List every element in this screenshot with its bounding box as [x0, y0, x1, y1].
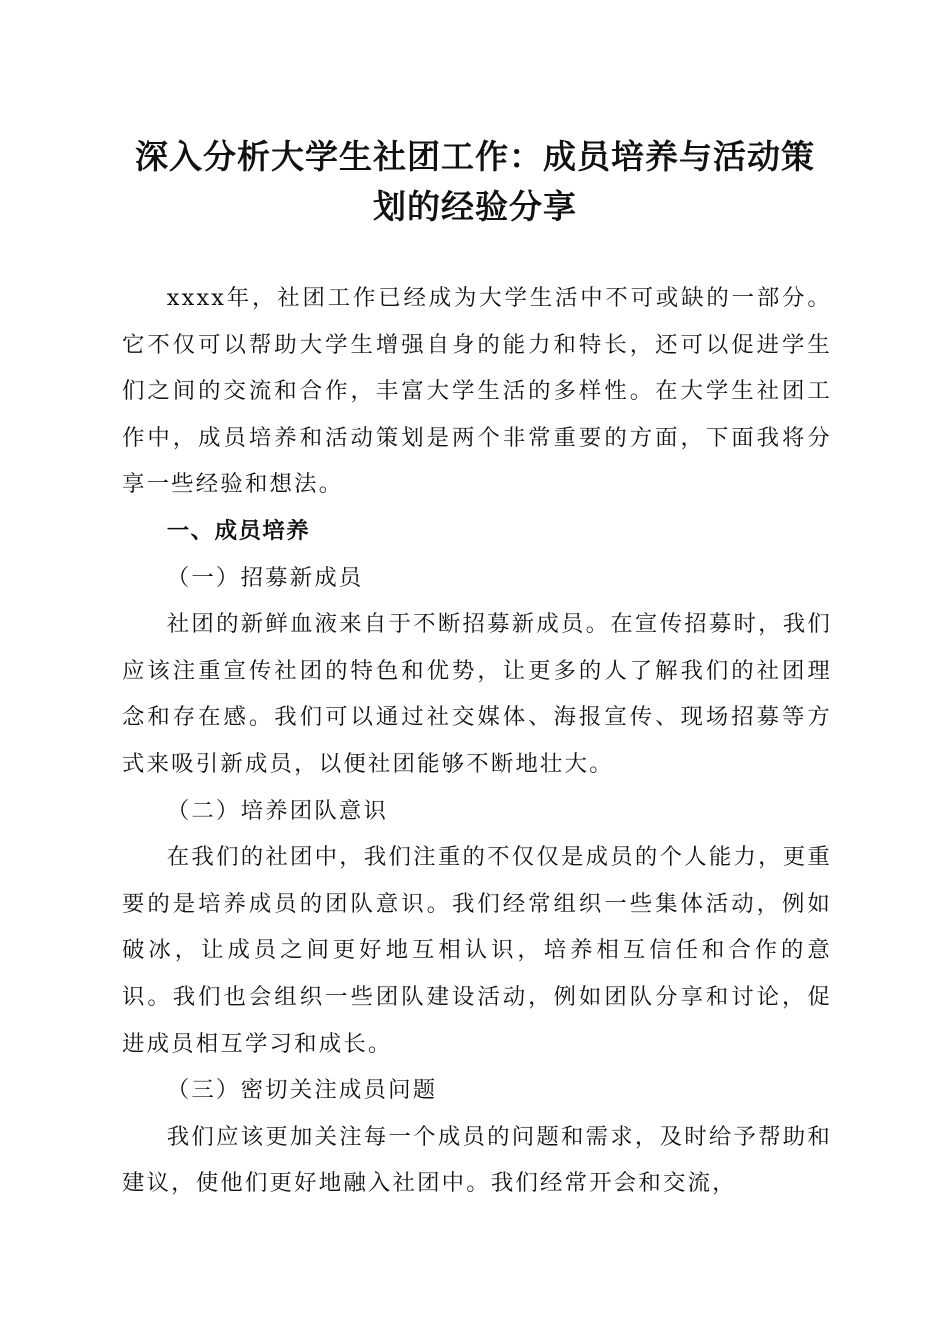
title-line-2: 划的经验分享: [373, 187, 577, 226]
document-title: [110, 132, 840, 232]
paragraph-recruit-new-members: 社团的新鲜血液来自于不断招募新成员。在宣传招募时，我们应该注重宣传社团的特色和优势，让更多的人了解我们的社团理念和存在感。我们可以通过社交媒体、海报宣传、现场招募等方式来吸引新成员，以便社团能够不断地壮大。: [122, 611, 832, 777]
subheading-member-issues: （三）密切关注成员问题: [166, 1077, 438, 1104]
title-line-1: 深入分析大学生社团工作：成员培养与活动策: [135, 137, 815, 176]
document-body: [122, 275, 832, 1207]
section-heading-member-training: 一、成员培养: [166, 517, 311, 544]
intro-paragraph: xxxx年，社团工作已经成为大学生活中不可或缺的一部分。它不仅可以帮助大学生增强自身的能力和特长，还可以促进学生们之间的交流和合作，丰富大学生活的多样性。在大学生社团工作中，成员培养和活动策划是两个非常重要的方面，下面我将分享一些经验和想法。: [122, 285, 832, 498]
subheading-recruit-new-members: （一）招募新成员: [166, 564, 364, 591]
paragraph-member-issues: 我们应该更加关注每一个成员的问题和需求，及时给予帮助和建议，使他们更好地融入社团中。我们经常开会和交流，: [122, 1123, 832, 1197]
subheading-team-awareness: （二）培养团队意识: [166, 797, 389, 824]
paragraph-team-awareness: 在我们的社团中，我们注重的不仅仅是成员的个人能力，更重要的是培养成员的团队意识。我们经常组织一些集体活动，例如破冰，让成员之间更好地互相认识，培养相互信任和合作的意识。我们也会组织一些团队建设活动，例如团队分享和讨论，促进成员相互学习和成长。: [122, 844, 832, 1057]
